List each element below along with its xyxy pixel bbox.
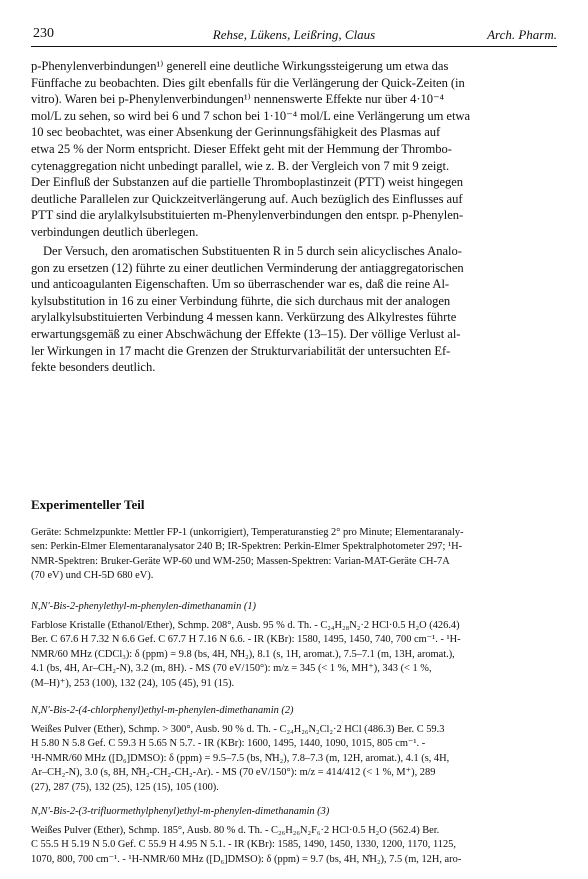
compound-title: N,N'-Bis-2-(3-trifluormethylphenyl)ethyl-m-phenylen-dimethanamin (3) xyxy=(31,806,330,817)
results-paragraph-2 xyxy=(31,243,559,376)
section-heading: Experimenteller Teil xyxy=(31,497,145,512)
text-line: Fünffache zu beobachten. Dies gilt ebenfalls für die Verlängerung der Quick-Zeiten (in xyxy=(31,75,465,90)
text-line: Farblose Kristalle (Ethanol/Ether), Schmp. 208°, Ausb. 95 % d. Th. - C₂₄H₂₈N₂·2 HCl·0.5 H₂O (426.4) xyxy=(31,620,460,631)
text-line: Weißes Pulver (Ether), Schmp. 185°, Ausb. 80 % d. Th. - C₂₆H₂₆N₂F₆·2 HCl·0.5 H₂O (562.4) Ber. xyxy=(31,825,440,836)
header-authors: Rehse, Lükens, Leißring, Claus xyxy=(212,27,376,42)
results-paragraph-1 xyxy=(31,58,559,241)
compound-3 xyxy=(31,806,559,867)
compound-title: N,N'-Bis-2-phenylethyl-m-phenylen-dimethanamin (1) xyxy=(31,601,256,612)
text-line: gon zu ersetzen (12) führte zu einer deutlichen Verminderung der antiaggregatorischen xyxy=(31,260,464,275)
text-line: mol/L zu sehen, so wird bei 6 und 7 schon bei 1·10⁻⁴ mol/L eine Verlängerung um etwa xyxy=(31,108,471,123)
instruments-paragraph xyxy=(31,526,559,584)
text-line: (70 eV) und CH-5D 680 eV). xyxy=(31,570,154,582)
page-number: 230 xyxy=(33,26,54,41)
text-line: Geräte: Schmelzpunkte: Mettler FP-1 (unkorrigiert), Temperaturanstieg 2° pro Minute; Elementaranaly- xyxy=(31,527,464,538)
text-line: C 55.5 H 5.19 N 5.0 Gef. C 55.9 H 4.95 N 5.1. - IR (KBr): 1585, 1490, 1450, 1330, 1200, 1170, 1125, xyxy=(31,839,456,851)
text-line: p-Phenylenverbindungen¹⁾ generell eine deutliche Wirkungssteigerung um etwa das xyxy=(31,59,449,73)
text-line: Weißes Pulver (Ether), Schmp. > 300°, Ausb. 90 % d. Th. - C₂₄H₂₆N₂Cl₂·2 HCl (486.3) Ber. C 59.3 xyxy=(31,724,445,735)
text-line: verbindungen deutlich überlegen. xyxy=(31,224,199,239)
text-line: arylalkylsubstituierten Verbindung 4 messen kann. Verkürzung des Alkylrestes führte xyxy=(31,310,457,325)
text-line: cytenaggregation nicht unbedingt parallel, wie z. B. der Vergleich von 7 mit 9 zeigt. xyxy=(31,158,450,173)
text-line: 4.1 (bs, 4H, Ar–CH₂-N), 3.2 (m, 8H). - MS (70 eV/150°): m/z = 345 (< 1 %, MH⁺), 343 (< 1 %, xyxy=(31,663,432,675)
text-line: PTT sind die arylalkylsubstituierten m-Phenylenverbindungen den entspr. p-Phenylen- xyxy=(31,208,464,223)
text-line: Der Einfluß der Substanzen auf die partielle Thromboplastinzeit (PTT) weist hingegen xyxy=(31,175,464,190)
text-line: und anticoagulanten Eigenschaften. Um so überraschender war es, daß die reine Al- xyxy=(31,277,450,292)
compound-1 xyxy=(31,601,559,691)
text-line: (M–H)⁺), 253 (100), 132 (24), 105 (45), 91 (15). xyxy=(31,677,235,689)
text-line: fekte besonders deutlich. xyxy=(31,360,156,375)
text-line: 10 sec beobachtet, was einer Absenkung der Gerinnungsfähigkeit des Plasmas auf xyxy=(31,125,441,140)
text-line: Ar–CH₂-N), 3.0 (s, 8H, N̊H₂-CH₂-CH₂-Ar). - MS (70 eV/150°): m/z = 414/412 (< 1 %, M⁺), 289 xyxy=(31,767,436,779)
text-line: deutliche Parallelen zur Quickzeitverlängerung auf. Auch bezüglich des Einflusses auf xyxy=(31,191,463,206)
text-line: erwartungsgemäß zu einer Abschwächung der Effekte (13–15). Der völlige Verlust al- xyxy=(31,326,461,341)
text-line: Ber. C 67.6 H 7.32 N 6.6 Gef. C 67.7 H 7.16 N 6.6. - IR (KBr): 1580, 1495, 1450, 740, 700 cm⁻¹. - ¹H- xyxy=(31,634,461,646)
text-line: NMR-Spektren: Bruker-Geräte WP-60 und WM-250; Massen-Spektren: Varian-MAT-Geräte CH-7A xyxy=(31,555,450,567)
compound-title: N,N'-Bis-2-(4-chlorphenyl)ethyl-m-phenylen-dimethanamin (2) xyxy=(31,705,294,716)
text-line: (27), 287 (75), 132 (25), 125 (15), 105 (100). xyxy=(31,781,219,793)
header-journal: Arch. Pharm. xyxy=(487,27,557,42)
text-line: sen: Perkin-Elmer Elementaranalysator 240 B; IR-Spektren: Perkin-Elmer Spektralphotometer 297; ¹H- xyxy=(31,541,463,553)
text-line: kylsubstitution in 16 zu einer Verbindung führte, die sich durchaus mit der analogen xyxy=(31,293,451,308)
text-line: ler Wirkungen in 17 macht die Grenzen der Strukturvariabilität der untersuchten Ef- xyxy=(31,343,451,358)
text-line: Der Versuch, den aromatischen Substituenten R in 5 durch sein alicyclisches Analo- xyxy=(43,244,462,258)
text-line: ¹H-NMR/60 MHz ([D₆]DMSO): δ (ppm) = 9.5–7.5 (bs, N̊H₂), 7.8–7.3 (m, 12H, aromat.), 4.1 (s, 4H, xyxy=(31,752,450,764)
text-line: 1070, 800, 700 cm⁻¹. - ¹H-NMR/60 MHz ([D₆]DMSO): δ (ppm) = 9.7 (bs, 4H, N̊H₂), 7.5 (m, 12H, aro- xyxy=(31,853,462,865)
text-line: NMR/60 MHz (CDCl₃): δ (ppm) = 9.8 (bs, 4H, N̊H₂), 8.1 (s, 1H, aromat.), 7.5–7.1 (m, 13H, aromat.), xyxy=(31,648,455,660)
text-line: etwa 25 % der Norm entspricht. Dieser Effekt geht mit der Hemmung der Thrombo- xyxy=(31,141,452,156)
running-header xyxy=(31,26,557,47)
text-line: H 5.80 N 5.8 Gef. C 59.3 H 5.65 N 5.7. - IR (KBr): 1600, 1495, 1440, 1090, 1015, 805 cm⁻¹. - xyxy=(31,738,426,750)
text-line: vitro). Waren bei p-Phenylenverbindungen¹⁾ nennenswerte Effekte nur über 4·10⁻⁴ xyxy=(31,92,444,107)
compound-2 xyxy=(31,705,559,795)
